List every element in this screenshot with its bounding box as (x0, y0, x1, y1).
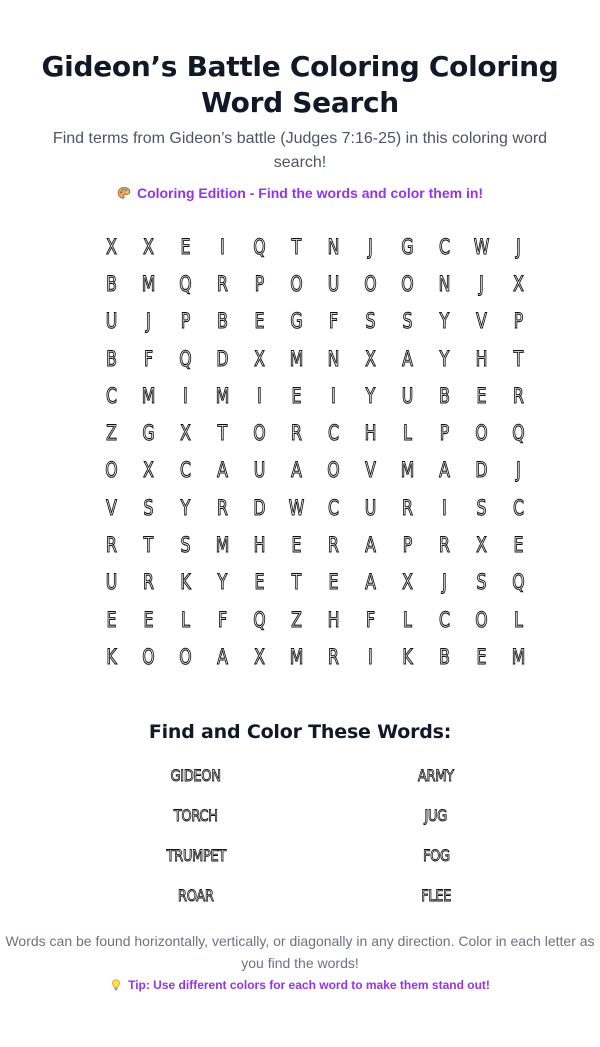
grid-cell[interactable]: U (327, 271, 340, 296)
grid-cell[interactable]: K (106, 644, 117, 669)
grid-cell[interactable]: E (291, 533, 302, 558)
grid-cell[interactable]: L (403, 607, 412, 632)
grid-cell[interactable]: X (143, 458, 154, 483)
word-item: ROAR (178, 885, 214, 905)
grid-cell[interactable]: U (364, 495, 377, 520)
grid-cell[interactable]: E (476, 383, 487, 408)
grid-cell[interactable]: E (143, 607, 154, 632)
page-subtitle: Find terms from Gideon’s battle (Judges 7:16-25) in this coloring word search! (52, 130, 548, 171)
grid-cell[interactable]: B (439, 644, 450, 669)
grid-cell[interactable]: G (290, 309, 303, 334)
grid-cell[interactable]: C (179, 458, 191, 483)
grid-cell[interactable]: J (516, 458, 521, 483)
grid-cell[interactable]: U (105, 570, 118, 595)
tip-label: Tip: Use different colors for each word to make them stand out! (128, 978, 490, 992)
grid-cell[interactable]: X (143, 234, 154, 259)
grid-cell[interactable]: N (438, 271, 451, 296)
grid-cell[interactable]: O (475, 607, 488, 632)
grid-cell[interactable]: Y (365, 383, 376, 408)
grid-cell[interactable]: A (291, 458, 302, 483)
grid-cell[interactable]: E (106, 607, 117, 632)
grid-cell[interactable]: P (254, 271, 265, 296)
tip-text (0, 976, 600, 994)
grid-cell[interactable]: S (365, 309, 376, 334)
grid-cell[interactable]: F (217, 607, 228, 632)
grid-cell[interactable]: M (289, 644, 304, 669)
word-item: GIDEON (170, 765, 222, 785)
grid-cell[interactable]: N (327, 346, 340, 371)
grid-cell[interactable]: I (368, 644, 373, 669)
grid-cell[interactable]: O (475, 421, 488, 446)
grid-cell[interactable]: J (442, 570, 447, 595)
grid-cell[interactable]: C (438, 607, 450, 632)
grid-cell[interactable]: B (217, 309, 228, 334)
grid-cell[interactable]: H (253, 533, 266, 558)
word-item: TRUMPET (166, 845, 226, 865)
grid-cell[interactable]: M (141, 383, 156, 408)
grid-cell[interactable]: E (254, 309, 265, 334)
grid-cell[interactable]: T (291, 234, 302, 259)
grid-cell[interactable]: C (512, 495, 524, 520)
grid-cell[interactable]: D (216, 346, 229, 371)
grid-cell[interactable]: Y (217, 570, 228, 595)
grid-cell[interactable]: D (475, 458, 488, 483)
grid-cell[interactable]: M (215, 383, 230, 408)
grid-cell[interactable]: K (180, 570, 191, 595)
grid-cell[interactable]: T (513, 346, 524, 371)
grid-cell[interactable]: O (105, 458, 118, 483)
grid-cell[interactable]: T (291, 570, 302, 595)
grid-cell[interactable]: I (183, 383, 188, 408)
grid-cell[interactable]: A (217, 458, 228, 483)
grid-cell[interactable]: F (143, 346, 154, 371)
grid-cell[interactable]: I (257, 383, 262, 408)
grid-cell[interactable]: V (106, 495, 117, 520)
grid-cell[interactable]: E (291, 383, 302, 408)
grid-cell[interactable]: R (143, 570, 154, 595)
grid-cell[interactable]: T (217, 421, 228, 446)
grid-cell[interactable]: Y (180, 495, 191, 520)
grid-cell[interactable]: I (442, 495, 447, 520)
grid-cell[interactable]: A (217, 644, 228, 669)
word-item: FLEE (421, 885, 451, 905)
word-item: JUG (424, 805, 448, 825)
grid-cell[interactable]: O (327, 458, 340, 483)
grid-cell[interactable]: S (180, 533, 191, 558)
word-list-title: Find and Color These Words: (148, 721, 452, 743)
grid-cell[interactable]: V (476, 309, 487, 334)
grid-cell[interactable]: B (106, 271, 117, 296)
grid-cell[interactable]: Q (512, 570, 525, 595)
grid-cell[interactable]: X (254, 644, 265, 669)
grid-cell[interactable]: Q (253, 607, 266, 632)
palette-icon (117, 186, 131, 200)
grid-cell[interactable]: H (475, 346, 488, 371)
grid-cell[interactable]: D (253, 495, 266, 520)
word-item: FOG (422, 845, 450, 865)
grid-cell[interactable]: V (365, 458, 376, 483)
grid-cell[interactable]: S (143, 495, 154, 520)
grid-cell[interactable]: I (331, 383, 336, 408)
grid-cell[interactable]: P (513, 309, 524, 334)
grid-cell[interactable]: L (181, 607, 190, 632)
grid-cell[interactable]: R (513, 383, 524, 408)
grid-cell[interactable]: R (291, 421, 302, 446)
grid-cell[interactable]: P (439, 421, 450, 446)
grid-cell[interactable]: M (141, 271, 156, 296)
grid-cell[interactable]: X (106, 234, 117, 259)
grid-cell[interactable]: X (365, 346, 376, 371)
grid-cell[interactable]: M (511, 644, 526, 669)
grid-cell[interactable]: Q (179, 346, 192, 371)
grid-cell[interactable]: R (106, 533, 117, 558)
grid-cell[interactable]: S (476, 495, 487, 520)
grid-cell[interactable]: W (473, 234, 490, 259)
grid-cell[interactable]: E (513, 533, 524, 558)
grid-cell[interactable]: F (365, 607, 376, 632)
grid-cell[interactable]: X (513, 271, 524, 296)
grid-cell[interactable]: O (364, 271, 377, 296)
grid-cell[interactable]: F (328, 309, 339, 334)
grid-cell[interactable]: M (400, 458, 415, 483)
grid-cell[interactable]: R (439, 533, 450, 558)
grid-cell[interactable]: P (402, 533, 413, 558)
grid-cell[interactable]: J (516, 234, 521, 259)
grid-cell[interactable]: G (401, 234, 414, 259)
grid-cell[interactable]: O (179, 644, 192, 669)
grid-cell[interactable]: N (327, 234, 340, 259)
grid-cell[interactable]: E (328, 570, 339, 595)
edition-label: Coloring Edition - Find the words and color them in! (136, 185, 484, 201)
grid-cell[interactable]: G (142, 421, 155, 446)
grid-cell[interactable]: R (402, 495, 413, 520)
grid-cell[interactable]: R (328, 644, 339, 669)
grid-cell[interactable]: A (439, 458, 450, 483)
grid-cell[interactable]: R (328, 533, 339, 558)
grid-cell[interactable]: A (365, 533, 376, 558)
grid-cell[interactable]: E (476, 644, 487, 669)
grid-cell[interactable]: C (438, 234, 450, 259)
word-item: ARMY (418, 765, 454, 785)
grid-cell[interactable]: J (368, 234, 373, 259)
grid-cell[interactable]: C (327, 421, 339, 446)
grid-cell[interactable]: L (403, 421, 412, 446)
grid-cell[interactable]: C (105, 383, 117, 408)
grid-cell[interactable]: R (217, 495, 228, 520)
grid-cell[interactable]: X (402, 570, 413, 595)
grid-cell[interactable]: O (290, 271, 303, 296)
grid-cell[interactable]: M (215, 533, 230, 558)
grid-cell[interactable]: H (327, 607, 340, 632)
grid-cell[interactable]: X (254, 346, 265, 371)
grid-cell[interactable]: Z (291, 607, 302, 632)
word-search-grid (93, 228, 537, 676)
grid-cell[interactable]: K (402, 644, 413, 669)
grid-cell[interactable]: Q (512, 421, 525, 446)
grid-cell[interactable]: W (288, 495, 305, 520)
grid-cell[interactable]: Q (253, 234, 266, 259)
grid-cell[interactable]: Z (106, 421, 117, 446)
grid-cell[interactable]: P (180, 309, 191, 334)
grid-cell[interactable]: O (142, 644, 155, 669)
page-title: Gideon’s Battle Coloring Coloring Word Search (41, 50, 559, 119)
word-list (0, 761, 600, 921)
grid-cell[interactable]: J (479, 271, 484, 296)
grid-cell[interactable]: T (143, 533, 154, 558)
edition-banner (0, 183, 600, 203)
grid-cell[interactable]: L (514, 607, 523, 632)
grid-cell[interactable]: Y (439, 309, 450, 334)
grid-cell[interactable]: R (217, 271, 228, 296)
lightbulb-icon (110, 979, 122, 991)
grid-cell[interactable]: S (476, 570, 487, 595)
grid-cell[interactable]: B (106, 346, 117, 371)
grid-cell[interactable]: A (402, 346, 413, 371)
grid-cell[interactable]: Q (179, 271, 192, 296)
grid-cell[interactable]: C (327, 495, 339, 520)
grid-cell[interactable]: U (401, 383, 414, 408)
grid-cell[interactable]: M (289, 346, 304, 371)
grid-cell[interactable]: Y (439, 346, 450, 371)
grid-cell[interactable]: H (364, 421, 377, 446)
instructions-text: Words can be found horizontally, vertically, or diagonally in any direction. Color in each letter as you find the words! (5, 933, 595, 971)
grid-cell[interactable]: X (476, 533, 487, 558)
grid-cell[interactable]: O (401, 271, 414, 296)
grid-cell[interactable]: B (439, 383, 450, 408)
grid-cell[interactable]: I (220, 234, 225, 259)
grid-cell[interactable]: X (180, 421, 191, 446)
grid-cell[interactable]: U (253, 458, 266, 483)
word-item: TORCH (174, 805, 218, 825)
grid-cell[interactable]: J (146, 309, 151, 334)
grid-cell[interactable]: A (365, 570, 376, 595)
grid-cell[interactable]: S (402, 309, 413, 334)
grid-cell[interactable]: O (253, 421, 266, 446)
grid-cell[interactable]: U (105, 309, 118, 334)
grid-cell[interactable]: E (254, 570, 265, 595)
grid-cell[interactable]: E (180, 234, 191, 259)
